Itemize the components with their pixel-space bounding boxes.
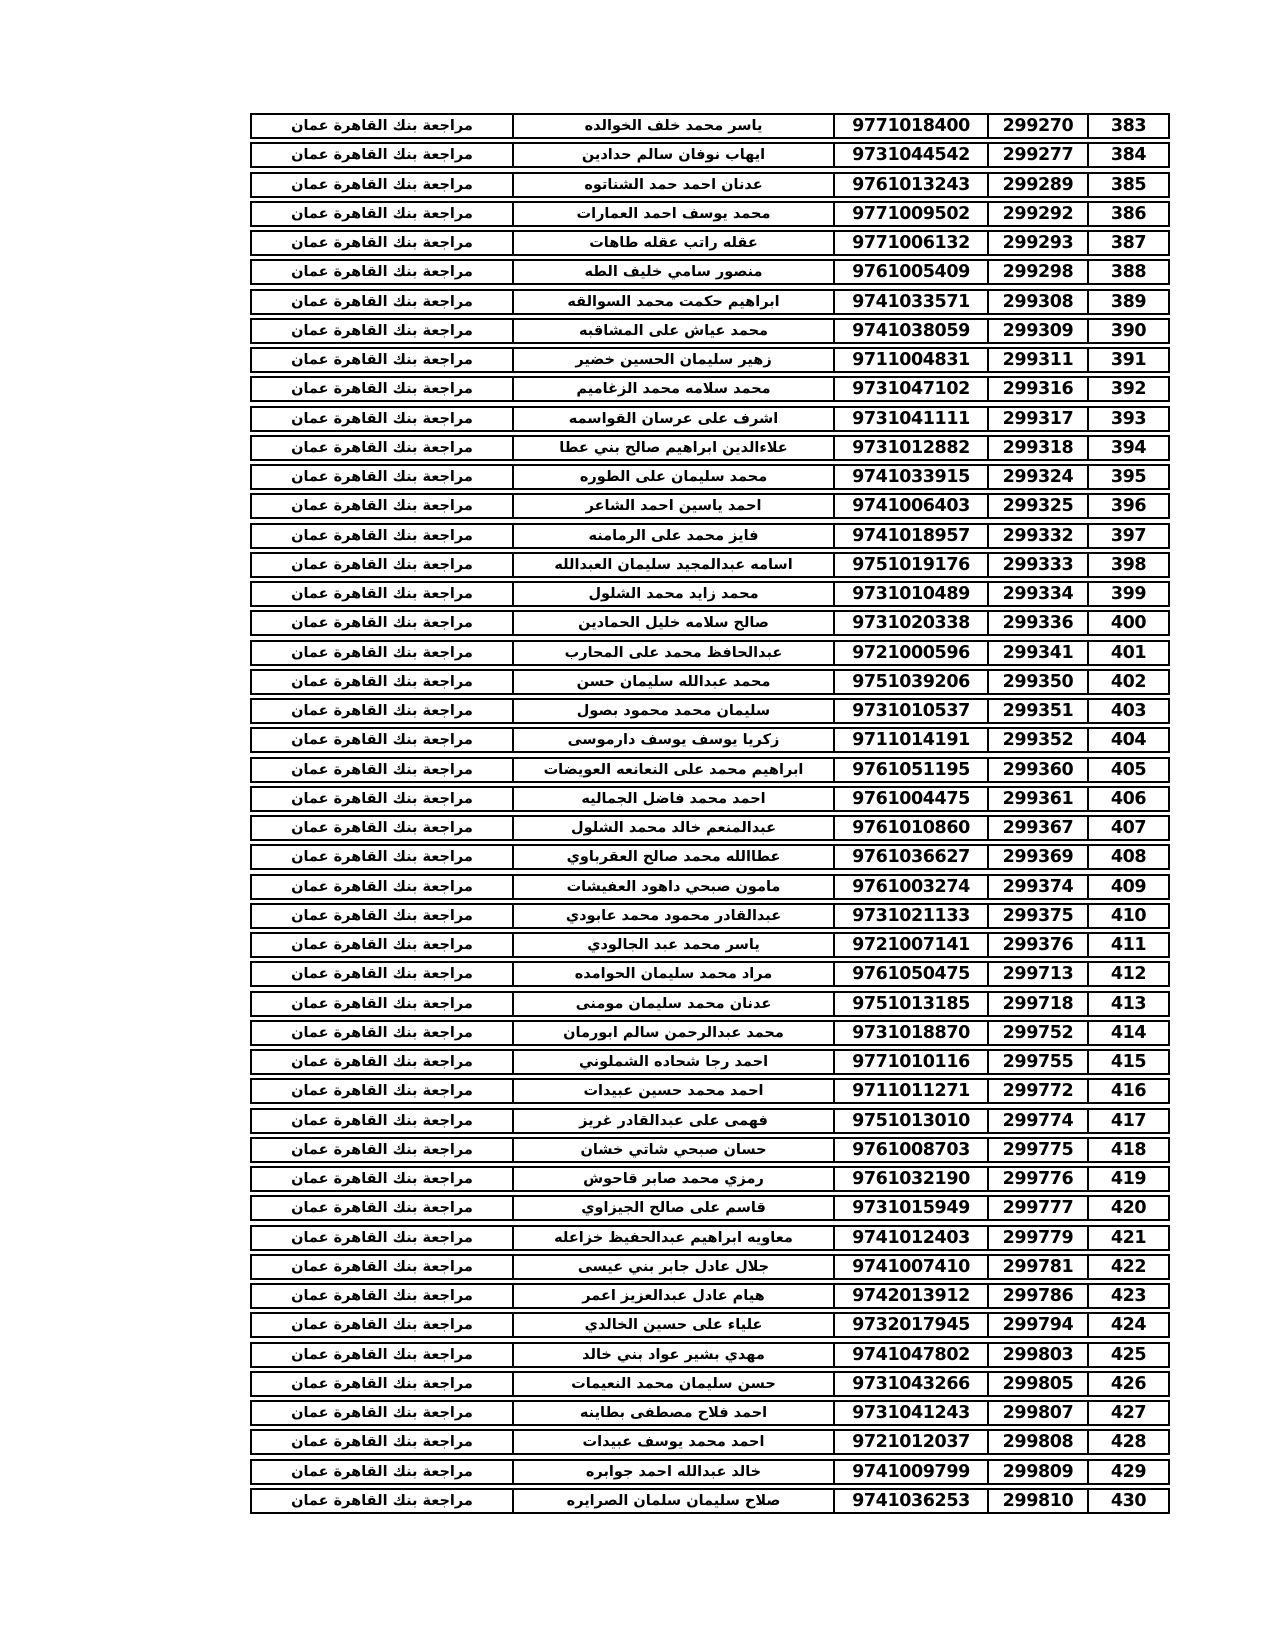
cell-bank-review-note: مراجعة بنك القاهرة عمان (291, 615, 473, 632)
cell-bank-review-note: مراجعة بنك القاهرة عمان (291, 293, 473, 310)
cell-reference-number: 299316 (987, 378, 1087, 400)
cell-reference-number: 299772 (987, 1080, 1087, 1102)
cell-reference-number: 299808 (987, 1431, 1087, 1453)
cell-sequence-number: 387 (1087, 232, 1168, 254)
cell-national-id: 9731012882 (833, 437, 987, 459)
table-row (250, 815, 1170, 841)
cell-national-id: 9731043266 (833, 1373, 987, 1395)
cell-reference-number: 299779 (987, 1227, 1087, 1249)
cell-reference-number: 299781 (987, 1256, 1087, 1278)
cell-sequence-number: 388 (1087, 261, 1168, 283)
cell-reference-number: 299803 (987, 1344, 1087, 1366)
cell-person-name: ابراهيم حكمت محمد السوالقه (512, 291, 833, 313)
cell-reference-number: 299374 (987, 876, 1087, 898)
cell-national-id: 9732017945 (833, 1314, 987, 1336)
cell-national-id: 9731021133 (833, 905, 987, 927)
cell-sequence-number: 413 (1087, 993, 1168, 1015)
table-row (250, 961, 1170, 987)
cell-reference-number: 299752 (987, 1022, 1087, 1044)
cell-bank-review-note: مراجعة بنك القاهرة عمان (291, 235, 473, 251)
cell-national-id: 9741006403 (833, 495, 987, 517)
cell-bank-review-note: مراجعة بنك القاهرة عمان (291, 205, 473, 222)
cell-national-id: 9731010489 (833, 583, 987, 605)
table-row (250, 698, 1170, 724)
cell-national-id: 9731018870 (833, 1022, 987, 1044)
cell-sequence-number: 429 (1087, 1461, 1168, 1483)
cell-sequence-number: 399 (1087, 583, 1168, 605)
cell-person-name: منصور سامي خليف الطه (512, 261, 833, 283)
cell-person-name: مهدي بشير عواد بني خالد (512, 1344, 833, 1366)
cell-reference-number: 299308 (987, 291, 1087, 313)
cell-bank-review-note: مراجعة بنك القاهرة عمان (291, 878, 473, 895)
cell-sequence-number: 412 (1087, 963, 1168, 985)
cell-sequence-number: 408 (1087, 846, 1168, 868)
cell-reference-number: 299325 (987, 495, 1087, 517)
cell-reference-number: 299794 (987, 1314, 1087, 1336)
table-row (250, 347, 1170, 373)
cell-sequence-number: 425 (1087, 1344, 1168, 1366)
table-row (250, 991, 1170, 1017)
cell-sequence-number: 385 (1087, 174, 1168, 196)
cell-reference-number: 299311 (987, 349, 1087, 371)
cell-national-id: 9742013912 (833, 1285, 987, 1307)
cell-person-name: قاسم على صالح الجيزاوي (512, 1197, 833, 1219)
cell-sequence-number: 391 (1087, 349, 1168, 371)
cell-national-id: 9731047102 (833, 378, 987, 400)
cell-bank-review-note: مراجعة بنك القاهرة عمان (291, 1492, 473, 1509)
table-row (250, 727, 1170, 753)
cell-person-name: محمد عبدالرحمن سالم ابورمان (512, 1022, 833, 1044)
cell-bank-review-note: مراجعة بنك القاهرة عمان (291, 1405, 473, 1421)
cell-national-id: 9721007141 (833, 934, 987, 956)
cell-sequence-number: 390 (1087, 320, 1168, 342)
table-row (250, 1342, 1170, 1368)
table-row (250, 259, 1170, 285)
cell-sequence-number: 421 (1087, 1227, 1168, 1249)
cell-national-id: 9771009502 (833, 203, 987, 225)
cell-reference-number: 299309 (987, 320, 1087, 342)
cell-national-id: 9761050475 (833, 963, 987, 985)
cell-person-name: محمد زايد محمد الشلول (512, 583, 833, 605)
cell-person-name: صلاح سليمان سلمان الصرايره (512, 1490, 833, 1512)
table-row (250, 435, 1170, 461)
cell-reference-number: 299317 (987, 408, 1087, 430)
cell-bank-review-note: مراجعة بنك القاهرة عمان (291, 469, 473, 485)
cell-reference-number: 299805 (987, 1373, 1087, 1395)
cell-national-id: 9731015949 (833, 1197, 987, 1219)
cell-national-id: 9731010537 (833, 700, 987, 722)
cell-sequence-number: 392 (1087, 378, 1168, 400)
table-row (250, 844, 1170, 870)
cell-person-name: محمد سلامه محمد الزغاميم (512, 378, 833, 400)
cell-bank-review-note: مراجعة بنك القاهرة عمان (291, 439, 473, 456)
cell-reference-number: 299341 (987, 642, 1087, 664)
cell-sequence-number: 393 (1087, 408, 1168, 430)
cell-reference-number: 299807 (987, 1402, 1087, 1424)
cell-national-id: 9721012037 (833, 1431, 987, 1453)
cell-reference-number: 299352 (987, 729, 1087, 751)
table-row (250, 172, 1170, 198)
cell-person-name: محمد عياش على المشاقبه (512, 320, 833, 342)
cell-bank-review-note: مراجعة بنك القاهرة عمان (291, 790, 473, 807)
cell-sequence-number: 407 (1087, 817, 1168, 839)
cell-bank-review-note: مراجعة بنك القاهرة عمان (291, 118, 473, 134)
cell-bank-review-note: مراجعة بنك القاهرة عمان (291, 498, 473, 515)
cell-person-name: عقله راتب عقله طاهات (512, 232, 833, 254)
cell-national-id: 9741038059 (833, 320, 987, 342)
cell-person-name: زهير سليمان الحسين خضير (512, 349, 833, 371)
cell-sequence-number: 398 (1087, 554, 1168, 576)
cell-bank-review-note: مراجعة بنك القاهرة عمان (291, 381, 473, 398)
cell-reference-number: 299324 (987, 466, 1087, 488)
cell-national-id: 9751013010 (833, 1110, 987, 1132)
cell-reference-number: 299289 (987, 174, 1087, 196)
table-row (250, 1137, 1170, 1163)
cell-person-name: هيام عادل عبدالعزيز اعمر (512, 1285, 833, 1307)
cell-person-name: حسن سليمان محمد النعيمات (512, 1373, 833, 1395)
cell-person-name: خالد عبدالله احمد جوابره (512, 1461, 833, 1483)
cell-person-name: محمد سليمان على الطوره (512, 466, 833, 488)
table-row (250, 1254, 1170, 1280)
cell-bank-review-note: مراجعة بنك القاهرة عمان (291, 1112, 473, 1129)
cell-sequence-number: 414 (1087, 1022, 1168, 1044)
cell-person-name: ياسر محمد عبد الجالودي (512, 934, 833, 956)
cell-reference-number: 299361 (987, 788, 1087, 810)
cell-sequence-number: 406 (1087, 788, 1168, 810)
cell-national-id: 9741036253 (833, 1490, 987, 1512)
cell-sequence-number: 384 (1087, 144, 1168, 166)
cell-national-id: 9731041243 (833, 1402, 987, 1424)
cell-national-id: 9771018400 (833, 115, 987, 137)
cell-bank-review-note: مراجعة بنك القاهرة عمان (291, 586, 473, 602)
cell-national-id: 9741047802 (833, 1344, 987, 1366)
cell-national-id: 9771006132 (833, 232, 987, 254)
cell-person-name: مامون صبحي داهود العفيشات (512, 876, 833, 898)
cell-national-id: 9751019176 (833, 554, 987, 576)
cell-bank-review-note: مراجعة بنك القاهرة عمان (291, 673, 473, 690)
cell-person-name: عبدالحافظ محمد على المحارب (512, 642, 833, 664)
cell-reference-number: 299774 (987, 1110, 1087, 1132)
cell-bank-review-note: مراجعة بنك القاهرة عمان (291, 527, 473, 544)
cell-person-name: علياء على حسين الخالدي (512, 1314, 833, 1336)
cell-sequence-number: 383 (1087, 115, 1168, 137)
cell-person-name: احمد محمد حسين عبيدات (512, 1080, 833, 1102)
cell-sequence-number: 409 (1087, 876, 1168, 898)
table-row (250, 610, 1170, 636)
table-row (250, 1312, 1170, 1338)
cell-bank-review-note: مراجعة بنك القاهرة عمان (291, 1054, 473, 1070)
cell-sequence-number: 404 (1087, 729, 1168, 751)
cell-person-name: عطاالله محمد صالح العقرباوي (512, 846, 833, 868)
cell-reference-number: 299318 (987, 437, 1087, 459)
cell-person-name: زكريا يوسف يوسف دارموسى (512, 729, 833, 751)
table-row (250, 318, 1170, 344)
table-row (250, 1488, 1170, 1514)
cell-bank-review-note: مراجعة بنك القاهرة عمان (291, 1375, 473, 1392)
cell-sequence-number: 405 (1087, 759, 1168, 781)
cell-bank-review-note: مراجعة بنك القاهرة عمان (291, 1317, 473, 1334)
cell-reference-number: 299810 (987, 1490, 1087, 1512)
table-row (250, 581, 1170, 607)
cell-national-id: 9761008703 (833, 1139, 987, 1161)
cell-bank-review-note: مراجعة بنك القاهرة عمان (291, 264, 473, 281)
cell-national-id: 9741018957 (833, 525, 987, 547)
table-row (250, 552, 1170, 578)
cell-person-name: جلال عادل جابر بني عيسى (512, 1256, 833, 1278)
cell-bank-review-note: مراجعة بنك القاهرة عمان (291, 907, 473, 924)
cell-sequence-number: 401 (1087, 642, 1168, 664)
cell-bank-review-note: مراجعة بنك القاهرة عمان (291, 761, 473, 778)
table-row (250, 464, 1170, 490)
table-row (250, 289, 1170, 315)
cell-national-id: 9741033915 (833, 466, 987, 488)
cell-person-name: عدنان محمد سليمان مومنى (512, 993, 833, 1015)
table-row (250, 669, 1170, 695)
cell-bank-review-note: مراجعة بنك القاهرة عمان (291, 849, 473, 866)
table-row (250, 1429, 1170, 1455)
cell-national-id: 9741033571 (833, 291, 987, 313)
cell-person-name: مراد محمد سليمان الحوامده (512, 963, 833, 985)
cell-bank-review-note: مراجعة بنك القاهرة عمان (291, 1434, 473, 1451)
cell-national-id: 9761036627 (833, 846, 987, 868)
cell-reference-number: 299351 (987, 700, 1087, 722)
cell-sequence-number: 423 (1087, 1285, 1168, 1307)
cell-sequence-number: 386 (1087, 203, 1168, 225)
cell-person-name: فهمى على عبدالقادر غريز (512, 1110, 833, 1132)
cell-reference-number: 299713 (987, 963, 1087, 985)
cell-sequence-number: 430 (1087, 1490, 1168, 1512)
cell-national-id: 9761013243 (833, 174, 987, 196)
table-row (250, 1166, 1170, 1192)
cell-person-name: ايهاب نوفان سالم حدادين (512, 144, 833, 166)
cell-reference-number: 299334 (987, 583, 1087, 605)
cell-sequence-number: 389 (1087, 291, 1168, 313)
cell-national-id: 9711014191 (833, 729, 987, 751)
cell-bank-review-note: مراجعة بنك القاهرة عمان (291, 322, 473, 339)
table-row (250, 230, 1170, 256)
cell-reference-number: 299277 (987, 144, 1087, 166)
cell-person-name: احمد محمد يوسف عبيدات (512, 1431, 833, 1453)
cell-reference-number: 299292 (987, 203, 1087, 225)
cell-national-id: 9731041111 (833, 408, 987, 430)
cell-national-id: 9751039206 (833, 671, 987, 693)
cell-bank-review-note: مراجعة بنك القاهرة عمان (291, 410, 473, 427)
cell-national-id: 9711004831 (833, 349, 987, 371)
cell-person-name: احمد رجا شحاده الشملوني (512, 1051, 833, 1073)
cell-reference-number: 299333 (987, 554, 1087, 576)
cell-bank-review-note: مراجعة بنك القاهرة عمان (291, 176, 473, 193)
cell-national-id: 9761051195 (833, 759, 987, 781)
table-row (250, 1371, 1170, 1397)
cell-bank-review-note: مراجعة بنك القاهرة عمان (291, 1083, 473, 1100)
cell-person-name: صالح سلامه خليل الحمادين (512, 612, 833, 634)
cell-person-name: احمد فلاح مصطفى بطاينه (512, 1402, 833, 1424)
table-row (250, 903, 1170, 929)
cell-reference-number: 299809 (987, 1461, 1087, 1483)
cell-sequence-number: 419 (1087, 1168, 1168, 1190)
cell-sequence-number: 418 (1087, 1139, 1168, 1161)
cell-national-id: 9761032190 (833, 1168, 987, 1190)
cell-person-name: احمد ياسين احمد الشاعر (512, 495, 833, 517)
cell-bank-review-note: مراجعة بنك القاهرة عمان (291, 966, 473, 983)
cell-bank-review-note: مراجعة بنك القاهرة عمان (291, 820, 473, 836)
table-row (250, 1400, 1170, 1426)
table-row (250, 1078, 1170, 1104)
table-row (250, 932, 1170, 958)
table-row (250, 1459, 1170, 1485)
cell-reference-number: 299775 (987, 1139, 1087, 1161)
cell-bank-review-note: مراجعة بنك القاهرة عمان (291, 1141, 473, 1158)
table-row (250, 493, 1170, 519)
cell-reference-number: 299336 (987, 612, 1087, 634)
cell-national-id: 9761010860 (833, 817, 987, 839)
cell-reference-number: 299777 (987, 1197, 1087, 1219)
cell-reference-number: 299375 (987, 905, 1087, 927)
cell-reference-number: 299270 (987, 115, 1087, 137)
cell-national-id: 9731020338 (833, 612, 987, 634)
cell-national-id: 9741009799 (833, 1461, 987, 1483)
cell-national-id: 9761005409 (833, 261, 987, 283)
cell-reference-number: 299298 (987, 261, 1087, 283)
cell-sequence-number: 400 (1087, 612, 1168, 634)
cell-sequence-number: 402 (1087, 671, 1168, 693)
cell-sequence-number: 396 (1087, 495, 1168, 517)
cell-reference-number: 299755 (987, 1051, 1087, 1073)
cell-sequence-number: 411 (1087, 934, 1168, 956)
cell-reference-number: 299369 (987, 846, 1087, 868)
table-row (250, 1020, 1170, 1046)
cell-bank-review-note: مراجعة بنك القاهرة عمان (291, 1463, 473, 1480)
cell-sequence-number: 428 (1087, 1431, 1168, 1453)
cell-bank-review-note: مراجعة بنك القاهرة عمان (291, 1258, 473, 1275)
cell-sequence-number: 426 (1087, 1373, 1168, 1395)
cell-sequence-number: 403 (1087, 700, 1168, 722)
cell-bank-review-note: مراجعة بنك القاهرة عمان (291, 1229, 473, 1246)
cell-bank-review-note: مراجعة بنك القاهرة عمان (291, 1346, 473, 1363)
table-row (250, 1225, 1170, 1251)
cell-sequence-number: 416 (1087, 1080, 1168, 1102)
table-row (250, 201, 1170, 227)
cell-national-id: 9711011271 (833, 1080, 987, 1102)
table-row (250, 757, 1170, 783)
cell-person-name: عدنان احمد حمد الشناتوه (512, 174, 833, 196)
cell-sequence-number: 422 (1087, 1256, 1168, 1278)
cell-person-name: رمزي محمد صابر قاحوش (512, 1168, 833, 1190)
cell-national-id: 9741007410 (833, 1256, 987, 1278)
cell-sequence-number: 410 (1087, 905, 1168, 927)
cell-bank-review-note: مراجعة بنك القاهرة عمان (291, 732, 473, 749)
cell-person-name: عبدالقادر محمود محمد عابودي (512, 905, 833, 927)
cell-bank-review-note: مراجعة بنك القاهرة عمان (291, 1171, 473, 1187)
table-row (250, 1283, 1170, 1309)
cell-national-id: 9771010116 (833, 1051, 987, 1073)
cell-bank-review-note: مراجعة بنك القاهرة عمان (291, 1024, 473, 1041)
table-row (250, 142, 1170, 168)
cell-person-name: معاويه ابراهيم عبدالحفيظ خزاعله (512, 1227, 833, 1249)
cell-bank-review-note: مراجعة بنك القاهرة عمان (291, 352, 473, 368)
cell-reference-number: 299360 (987, 759, 1087, 781)
table-row (250, 1195, 1170, 1221)
cell-sequence-number: 427 (1087, 1402, 1168, 1424)
cell-person-name: محمد يوسف احمد العمارات (512, 203, 833, 225)
cell-person-name: علاءالدين ابراهيم صالح بني عطا (512, 437, 833, 459)
table-row (250, 1049, 1170, 1075)
records-table (250, 113, 1170, 1517)
cell-national-id: 9761003274 (833, 876, 987, 898)
table-row (250, 786, 1170, 812)
cell-reference-number: 299293 (987, 232, 1087, 254)
table-row (250, 113, 1170, 139)
cell-reference-number: 299332 (987, 525, 1087, 547)
cell-bank-review-note: مراجعة بنك القاهرة عمان (291, 147, 473, 164)
cell-national-id: 9761004475 (833, 788, 987, 810)
cell-person-name: احمد محمد فاضل الجماليه (512, 788, 833, 810)
cell-bank-review-note: مراجعة بنك القاهرة عمان (291, 937, 473, 953)
cell-sequence-number: 395 (1087, 466, 1168, 488)
cell-national-id: 9731044542 (833, 144, 987, 166)
table-row (250, 874, 1170, 900)
cell-person-name: عبدالمنعم خالد محمد الشلول (512, 817, 833, 839)
cell-reference-number: 299350 (987, 671, 1087, 693)
cell-bank-review-note: مراجعة بنك القاهرة عمان (291, 556, 473, 573)
cell-person-name: ياسر محمد خلف الخوالده (512, 115, 833, 137)
cell-person-name: ابراهيم محمد على النعانعه العويضات (512, 759, 833, 781)
cell-sequence-number: 394 (1087, 437, 1168, 459)
cell-person-name: سليمان محمد محمود بصول (512, 700, 833, 722)
cell-reference-number: 299786 (987, 1285, 1087, 1307)
cell-bank-review-note: مراجعة بنك القاهرة عمان (291, 703, 473, 719)
cell-person-name: اسامه عبدالمجيد سليمان العبدالله (512, 554, 833, 576)
cell-sequence-number: 417 (1087, 1110, 1168, 1132)
cell-reference-number: 299718 (987, 993, 1087, 1015)
cell-sequence-number: 415 (1087, 1051, 1168, 1073)
cell-bank-review-note: مراجعة بنك القاهرة عمان (291, 644, 473, 661)
cell-sequence-number: 424 (1087, 1314, 1168, 1336)
cell-reference-number: 299367 (987, 817, 1087, 839)
cell-person-name: فايز محمد على الرمامنه (512, 525, 833, 547)
cell-person-name: حسان صبحي شاتي خشان (512, 1139, 833, 1161)
cell-reference-number: 299776 (987, 1168, 1087, 1190)
cell-sequence-number: 397 (1087, 525, 1168, 547)
cell-bank-review-note: مراجعة بنك القاهرة عمان (291, 995, 473, 1012)
cell-national-id: 9721000596 (833, 642, 987, 664)
cell-bank-review-note: مراجعة بنك القاهرة عمان (291, 1288, 473, 1304)
cell-person-name: محمد عبدالله سليمان حسن (512, 671, 833, 693)
cell-reference-number: 299376 (987, 934, 1087, 956)
table-row (250, 376, 1170, 402)
cell-national-id: 9751013185 (833, 993, 987, 1015)
cell-bank-review-note: مراجعة بنك القاهرة عمان (291, 1200, 473, 1217)
table-row (250, 1108, 1170, 1134)
table-row (250, 523, 1170, 549)
table-row (250, 640, 1170, 666)
cell-sequence-number: 420 (1087, 1197, 1168, 1219)
cell-person-name: اشرف على عرسان القواسمه (512, 408, 833, 430)
cell-national-id: 9741012403 (833, 1227, 987, 1249)
table-row (250, 406, 1170, 432)
